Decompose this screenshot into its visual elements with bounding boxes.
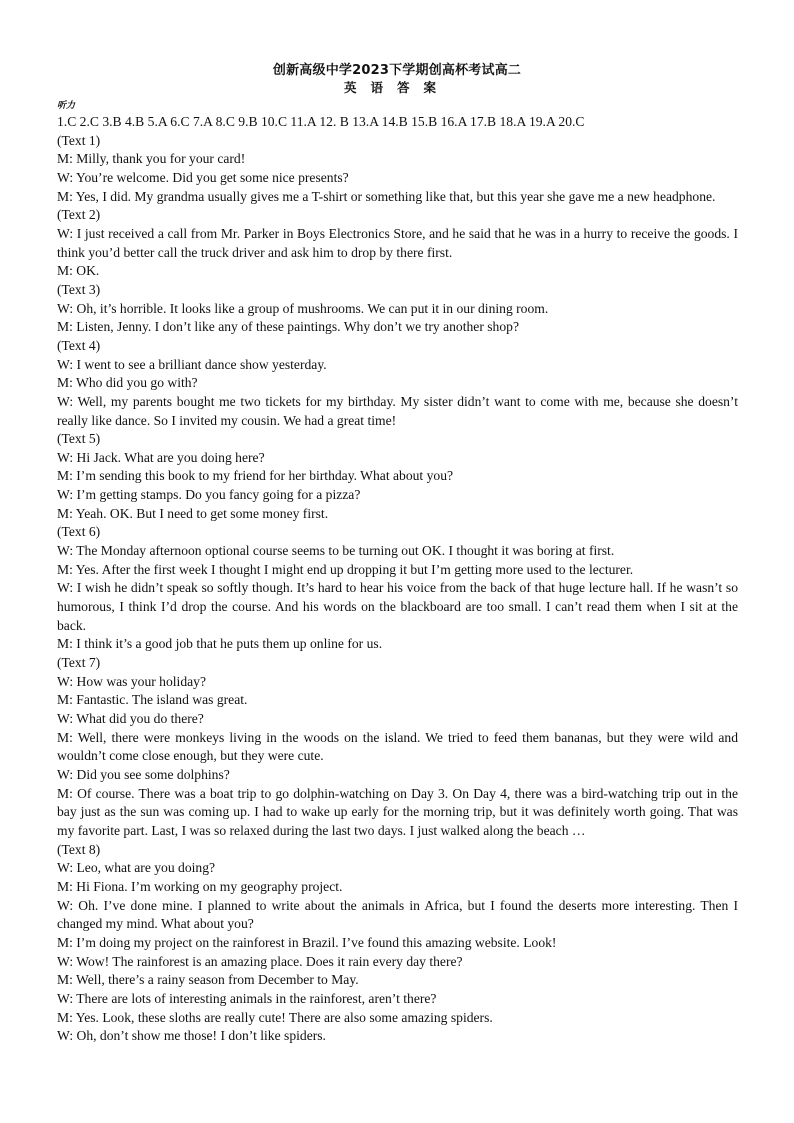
text-heading: (Text 3) [57, 281, 101, 297]
dialogue-line: M: I think it’s a good job that he puts them up online for us. [57, 636, 383, 652]
page-subtitle: 英语答案 [343, 80, 450, 95]
dialogue-line: M: Milly, thank you for your card! [57, 151, 246, 167]
dialogue-line: W: Leo, what are you doing? [57, 860, 216, 876]
dialogue-line: W: How was your holiday? [57, 673, 206, 689]
document-body [57, 113, 738, 1046]
text-heading: (Text 1) [57, 132, 101, 148]
answer-key: 1.C 2.C 3.B 4.B 5.A 6.C 7.A 8.C 9.B 10.C 11.A 12. B 13.A 14.B 15.B 16.A 17.B 18.A 19.A 20.C [57, 114, 585, 129]
dialogue-line: W: Oh. I’ve done mine. I planned to write about the animals in Africa, but I found the deserts more interesting. Then I changed my mind. What about you? [57, 897, 738, 932]
dialogue-line: M: OK. [57, 263, 100, 279]
listening-transcript [57, 132, 738, 1046]
dialogue-line: M: I’m sending this book to my friend for her birthday. What about you? [57, 468, 454, 484]
dialogue-line: M: Fantastic. The island was great. [57, 692, 248, 708]
dialogue-line: W: Did you see some dolphins? [57, 766, 230, 782]
dialogue-line: M: Well, there were monkeys living in the woods on the island. We tried to feed them bananas, but they were wild and wouldn’t come close enough, but they were cute. [57, 729, 738, 764]
dialogue-line: M: Yes, I did. My grandma usually gives me a T-shirt or something like that, but this year she gave me a new headphone. [57, 188, 716, 204]
dialogue-line: M: Well, there’s a rainy season from December to May. [57, 972, 359, 988]
dialogue-line: M: I’m doing my project on the rainforest in Brazil. I’ve found this amazing website. Look! [57, 934, 557, 950]
text-heading: (Text 2) [57, 207, 101, 223]
dialogue-line: W: Wow! The rainforest is an amazing place. Does it rain every day there? [57, 953, 463, 969]
text-heading: (Text 8) [57, 841, 101, 857]
dialogue-line: M: Who did you go with? [57, 375, 198, 391]
text-heading: (Text 6) [57, 524, 101, 540]
dialogue-line: M: Of course. There was a boat trip to go dolphin-watching on Day 3. On Day 4, there was a bird-watching trip out in the bay just as the sun was coming up. I had to wake up early for the morning trip, but it was definitely worth going. That was my favorite part. Last, I was so relaxed during the last two days. I just walked along the beach … [57, 785, 738, 838]
dialogue-line: M: Yes. Look, these sloths are really cute! There are also some amazing spiders. [57, 1009, 493, 1025]
dialogue-line: W: I’m getting stamps. Do you fancy going for a pizza? [57, 487, 361, 503]
dialogue-line: W: I just received a call from Mr. Parker in Boys Electronics Store, and he said that he was in a hurry to receive the goods. I think you’d better call the truck driver and ask him to drop by there first. [57, 225, 738, 260]
dialogue-line: W: There are lots of interesting animals in the rainforest, aren’t there? [57, 990, 437, 1006]
dialogue-line: W: Oh, it’s horrible. It looks like a group of mushrooms. We can put it in our dining room. [57, 300, 549, 316]
dialogue-line: W: I went to see a brilliant dance show yesterday. [57, 356, 327, 372]
text-heading: (Text 5) [57, 431, 101, 447]
dialogue-line: W: What did you do there? [57, 711, 204, 726]
dialogue-line: W: Well, my parents bought me two tickets for my birthday. My sister didn’t want to come with me, because she doesn’t really like dance. So I invited my cousin. We had a great time! [57, 393, 738, 428]
dialogue-line: W: Oh, don’t show me those! I don’t like spiders. [57, 1028, 326, 1044]
dialogue-line: M: Listen, Jenny. I don’t like any of these paintings. Why don’t we try another shop? [57, 319, 519, 335]
text-heading: (Text 4) [57, 337, 101, 353]
dialogue-line: W: I wish he didn’t speak so softly though. It’s hard to hear his voice from the back of that huge lecture hall. If he wasn’t so humorous, I think I’d drop the course. And his words on the blackboard are too small. I can’t read them when I sit at the back. [57, 580, 738, 633]
dialogue-line: W: Hi Jack. What are you doing here? [57, 449, 265, 465]
section-label: 听力 [57, 101, 76, 111]
dialogue-line: M: Yeah. OK. But I need to get some money first. [57, 505, 329, 521]
dialogue-line: M: Hi Fiona. I’m working on my geography project. [57, 878, 343, 894]
dialogue-line: W: The Monday afternoon optional course seems to be turning out OK. I thought it was boring at first. [57, 543, 615, 559]
page-title: 创新高级中学2023下学期创高杯考试高二 [272, 63, 522, 78]
dialogue-line: W: You’re welcome. Did you get some nice presents? [57, 169, 349, 185]
dialogue-line: M: Yes. After the first week I thought I might end up dropping it but I’m getting more used to the lecturer. [57, 561, 634, 577]
text-heading: (Text 7) [57, 655, 101, 671]
